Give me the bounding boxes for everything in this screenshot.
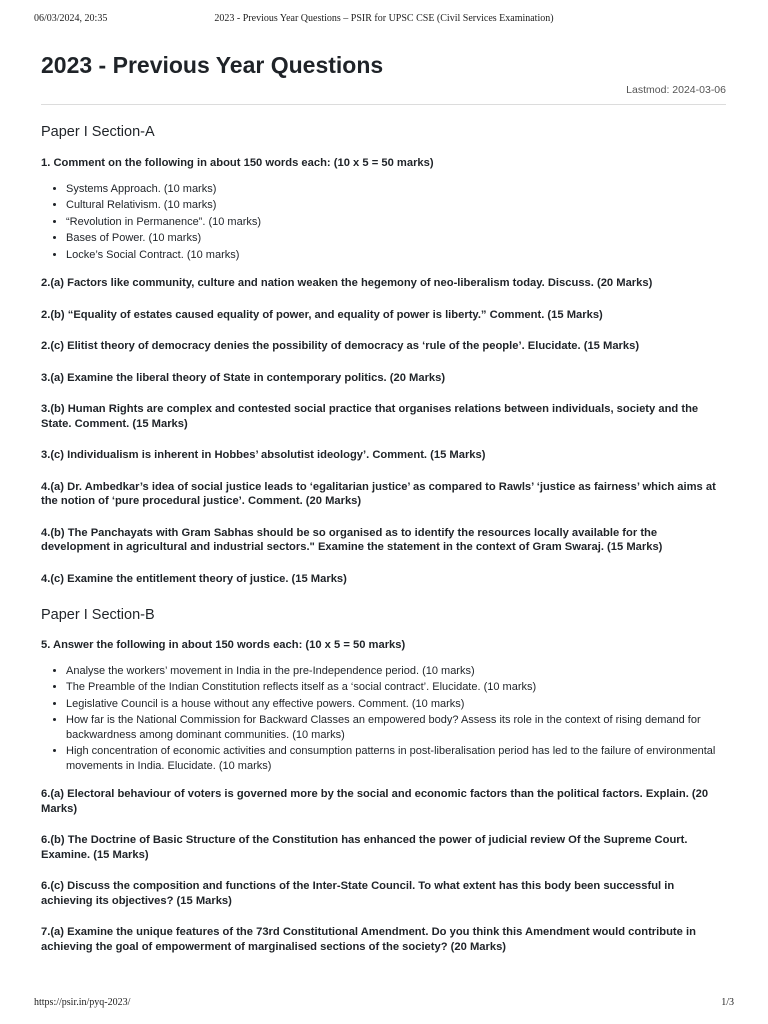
list-item: • Locke’s Social Contract. (10 marks) — [66, 248, 726, 263]
page-number: 1/3 — [721, 997, 734, 1008]
question-4a: 4.(a) Dr. Ambedkar’s idea of social justice leads to ‘egalitarian justice’ as compared to Rawls’ ‘justice as fairness’ which aims at the notion of ‘pure procedural justice’. Comment. (20 Marks) — [41, 480, 716, 507]
question-3c: 3.(c) Individualism is inherent in Hobbes’ absolutist ideology’. Comment. (15 Marks) — [41, 449, 486, 461]
lastmod-date: Lastmod: 2024-03-06 — [626, 84, 726, 96]
list-item: • Cultural Relativism. (10 marks) — [66, 198, 726, 213]
print-footer — [34, 997, 734, 1011]
question-7a: 7.(a) Examine the unique features of the 73rd Constitutional Amendment. Do you think this Amendment would contribute in achieving the goal of empowerment of marginalised sections of the society? (20 Marks) — [41, 926, 696, 953]
list-item: • Analyse the workers’ movement in India in the pre-Independence period. (10 marks) — [66, 664, 726, 679]
question-1-list — [41, 182, 726, 263]
list-item: • How far is the National Commission for Backward Classes an empowered body? Assess its role in the context of rising demand for backwardness among dominant communities. (10 marks) — [66, 713, 726, 742]
list-item: • Bases of Power. (10 marks) — [66, 231, 726, 246]
question-6b: 6.(b) The Doctrine of Basic Structure of the Constitution has enhanced the power of judicial review Of the Supreme Court. Examine. (15 Marks) — [41, 834, 688, 861]
question-2b: 2.(b) “Equality of estates caused equality of power, and equality of power is liberty.” Comment. (15 Marks) — [41, 308, 603, 321]
question-2a: 2.(a) Factors like community, culture and nation weaken the hegemony of neo-liberalism today. Discuss. (20 Marks) — [41, 277, 653, 289]
print-header — [34, 13, 734, 27]
list-item: • The Preamble of the Indian Constitution reflects itself as a ‘social contract’. Elucidate. (10 marks) — [66, 680, 726, 695]
question-4b: 4.(b) The Panchayats with Gram Sabhas should be so organised as to identify the resources locally available for the development in agricultural and industrial sectors." Examine the statement in the context of Gram Swaraj. (15 Marks) — [41, 526, 663, 553]
list-item: • Legislative Council is a house without any effective powers. Comment. (10 marks) — [66, 697, 726, 712]
list-item: • Systems Approach. (10 marks) — [66, 182, 726, 197]
article — [41, 50, 726, 954]
question-4c: 4.(c) Examine the entitlement theory of justice. (15 Marks) — [41, 572, 347, 585]
section-heading-a: Paper I Section-A — [41, 124, 155, 140]
question-5-list — [41, 664, 726, 774]
print-date: 06/03/2024, 20:35 — [34, 13, 108, 24]
question-1: 1. Comment on the following in about 150 words each: (10 x 5 = 50 marks) — [41, 157, 434, 169]
question-5: 5. Answer the following in about 150 words each: (10 x 5 = 50 marks) — [41, 639, 406, 651]
divider — [41, 104, 726, 105]
question-3b: 3.(b) Human Rights are complex and contested social practice that organises relations between individuals, society and the State. Comment. (15 Marks) — [41, 403, 699, 430]
list-item: • “Revolution in Permanence”. (10 marks) — [66, 215, 726, 230]
section-heading-b: Paper I Section-B — [41, 607, 155, 623]
print-url: https://psir.in/pyq-2023/ — [34, 997, 131, 1008]
list-item: • High concentration of economic activities and consumption patterns in post-liberalisation period has led to the failure of environmental movements in India. Elucidate. (10 marks) — [66, 744, 726, 773]
question-3a: 3.(a) Examine the liberal theory of State in contemporary politics. (20 Marks) — [41, 371, 446, 384]
question-2c: 2.(c) Elitist theory of democracy denies the possibility of democracy as ‘rule of the people’. Elucidate. (15 Marks) — [41, 340, 640, 352]
question-6a: 6.(a) Electoral behaviour of voters is governed more by the social and economic factors than the political factors. Explain. (20 Marks) — [41, 788, 709, 815]
page-title: 2023 - Previous Year Questions — [41, 52, 384, 78]
question-6c: 6.(c) Discuss the composition and functions of the Inter-State Council. To what extent has this body been successful in achieving its objectives? (15 Marks) — [41, 880, 675, 907]
print-title: 2023 - Previous Year Questions – PSIR for UPSC CSE (Civil Services Examination) — [214, 13, 554, 24]
